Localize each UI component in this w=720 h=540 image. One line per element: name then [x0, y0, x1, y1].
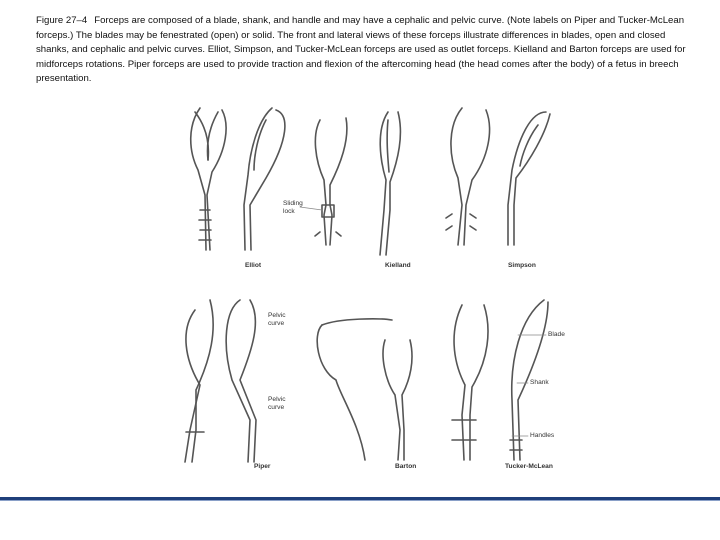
barton-front-view	[317, 319, 412, 460]
footer-rule-thin	[0, 500, 720, 501]
blade-label: Blade	[548, 331, 565, 338]
pelvic-curve-top-line1: Pelvic	[268, 312, 286, 319]
simpson-lateral-view	[508, 112, 550, 245]
pelvic-curve-top-line2: curve	[268, 320, 285, 327]
tucker-mclean-front-view	[452, 305, 488, 460]
simpson-label: Simpson	[508, 262, 536, 269]
pelvic-curve-label-bottom	[268, 396, 308, 412]
handles-label: Handles	[530, 432, 555, 439]
sliding-lock-label	[283, 200, 323, 216]
tucker-mclean-label: Tucker-McLean	[505, 463, 553, 470]
kielland-lateral-view	[380, 112, 400, 255]
elliot-label: Elliot	[245, 262, 262, 269]
sliding-lock-line2: lock	[283, 208, 295, 215]
elliot-front-view	[191, 108, 226, 250]
kielland-label: Kielland	[385, 262, 411, 269]
pelvic-curve-bottom-line2: curve	[268, 404, 285, 411]
piper-front-view	[185, 300, 213, 462]
simpson-front-view	[446, 108, 490, 245]
barton-label: Barton	[395, 463, 417, 470]
kielland-front-view	[315, 118, 347, 245]
figure-number: Figure 27–4	[36, 15, 88, 26]
elliot-lateral-view	[244, 108, 285, 250]
caption-text: Forceps are composed of a blade, shank, and handle and may have a cephalic and pelvic curve. (Note labels on Piper and Tucker-McLean forceps.) The blades may be fenestrated (open) or solid. The front and lateral views of these forceps illustrate differences in blades, open and closed shanks, and cephalic and pelvic curves. Elliot, Simpson, and Tucker-McLean forceps are used as outlet forceps. Kielland and Barton forceps are used for midforceps rotations. Piper forceps are used to provide traction and flexion of the aftercoming head (the head comes after the body) of a fetus in breech presentation.	[36, 15, 686, 85]
piper-lateral-view	[226, 300, 256, 462]
pelvic-curve-bottom-line1: Pelvic	[268, 396, 286, 403]
piper-label: Piper	[254, 463, 271, 470]
pelvic-curve-label-top	[268, 312, 308, 328]
sliding-lock-line1: Sliding	[283, 200, 303, 207]
shank-label: Shank	[530, 379, 549, 386]
